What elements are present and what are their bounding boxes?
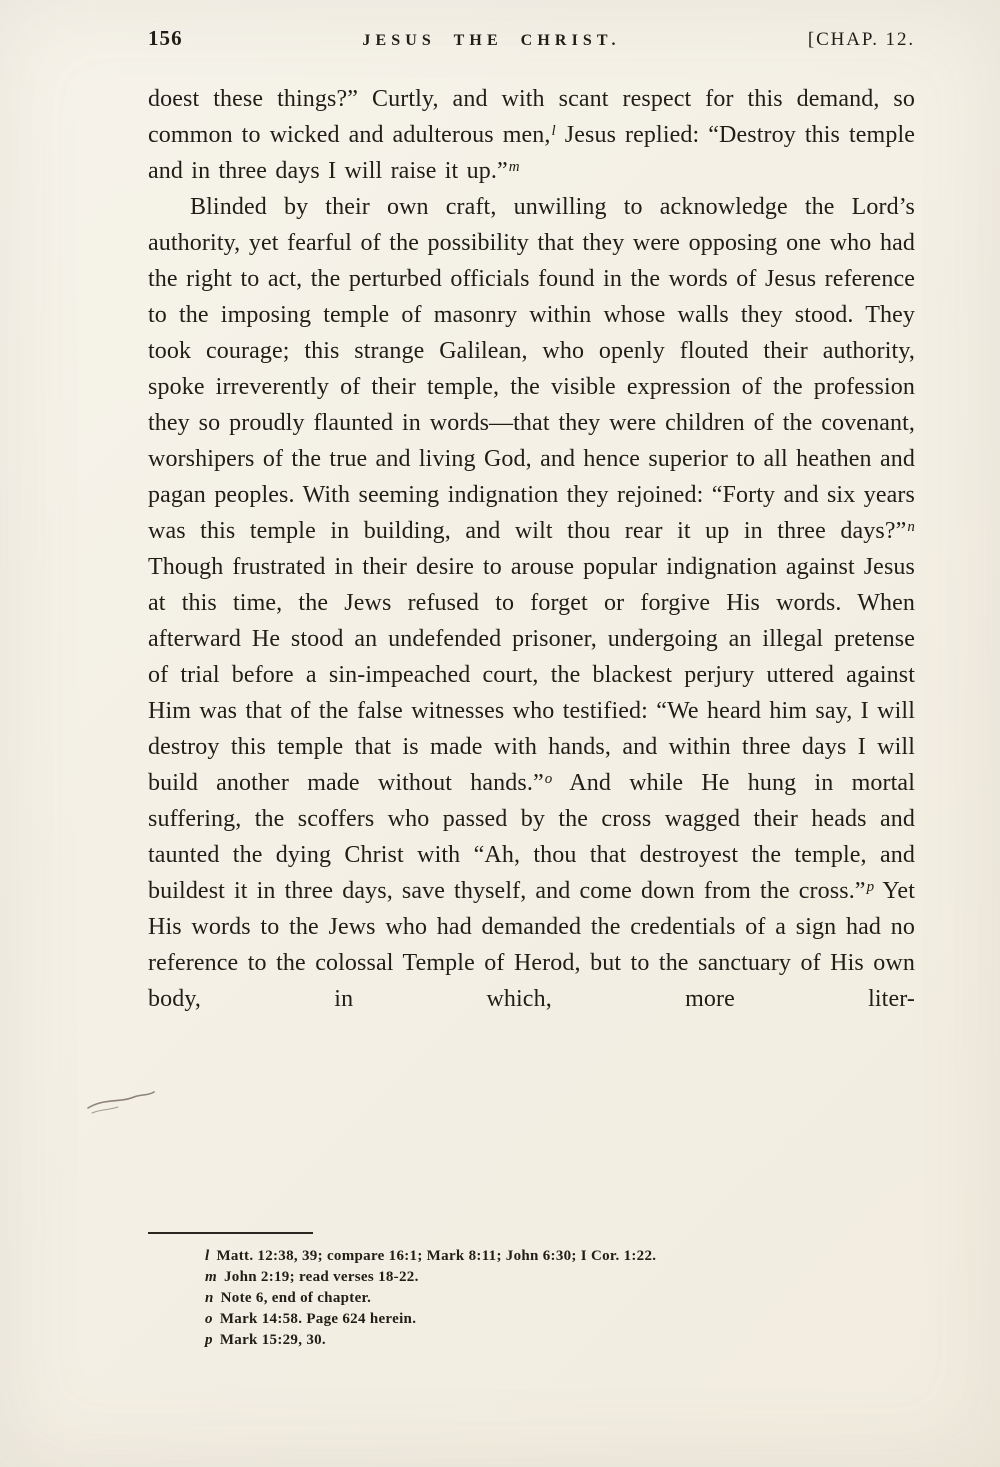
paragraph-main (148, 189, 915, 1017)
footnote-separator-rule (148, 1232, 313, 1234)
page-number: 156 (148, 26, 183, 50)
footnote-text: Mark 14:58. Page 624 herein. (219, 1311, 417, 1327)
footnotes-section (148, 1232, 915, 1351)
footnote (148, 1330, 915, 1351)
running-title: JESUS THE CHRIST. (362, 32, 621, 49)
footnote-marker-n: n (907, 519, 915, 535)
body-text: doest these things?” Curtly, and with scant respect for this demand, so common to wicked and adulterous men, (148, 86, 915, 148)
footnote-marker-p: p (866, 879, 875, 895)
footnote-marker: p (205, 1332, 213, 1348)
body-text: And while He hung in mortal suffering, the scoffers who passed by the cross wagged their heads and taunted the dying Christ with “Ah, thou that destroyest the temple, and buildest it in three days, save thyself, and come down from the cross.” (148, 770, 915, 904)
footnote-marker: n (205, 1290, 214, 1306)
footnote-marker: l (205, 1248, 210, 1264)
footnote (148, 1309, 915, 1330)
footnote-marker: m (205, 1269, 217, 1285)
stray-pencil-mark (86, 1086, 158, 1118)
footnote-marker-l: l (551, 123, 556, 139)
running-header (148, 26, 915, 51)
paragraph-continuation (148, 81, 915, 189)
body-text: Jesus replied: “Destroy this temple and in three days I will raise it up.” (148, 122, 916, 184)
footnote (148, 1288, 915, 1309)
footnote-text: Note 6, end of chapter. (220, 1290, 372, 1306)
body-text: Though frustrated in their desire to arouse popular indignation against Jesus at this time, the Jews refused to forget or forgive His words. When afterward He stood an undefended prisoner, undergoing an illegal pretense of trial before a sin-impeached court, the blackest perjury uttered against Him was that of the false witnesses who testified: “We heard him say, I will destroy this temple that is made with hands, and within three days I will build another made without hands.” (148, 554, 915, 796)
footnote (148, 1267, 915, 1288)
chapter-label: [CHAP. 12. (807, 29, 915, 50)
footnote (148, 1246, 915, 1267)
body-text: Blinded by their own craft, unwilling to acknowledge the Lord’s authority, yet fearful of the possibility that they were opposing one who had the right to act, the perturbed officials found in the words of Jesus reference to the imposing temple of masonry within whose walls they stood. They took courage; this strange Galilean, who openly flouted their authority, spoke irreverently of their temple, the visible expression of the profession they so proudly flaunted in words—that they were children of the covenant, worshipers of the true and living God, and hence superior to all heathen and pagan peoples. With seeming indignation they rejoined: “Forty and six years was this temple in building, and wilt thou rear it up in three days?” (148, 194, 915, 544)
footnote-marker-m: m (508, 159, 520, 175)
footnote-text: Mark 15:29, 30. (219, 1332, 326, 1348)
footnote-text: Matt. 12:38, 39; compare 16:1; Mark 8:11; John 6:30; I Cor. 1:22. (216, 1248, 657, 1264)
body-text: Yet His words to the Jews who had demanded the credentials of a sign had no reference to the colossal Temple of Herod, but to the sanctuary of His own body, in which, more liter- (148, 878, 915, 1012)
footnote-marker-o: o (544, 771, 553, 787)
page-body (148, 81, 915, 1017)
footnote-marker: o (205, 1311, 213, 1327)
footnote-text: John 2:19; read verses 18-22. (223, 1269, 419, 1285)
